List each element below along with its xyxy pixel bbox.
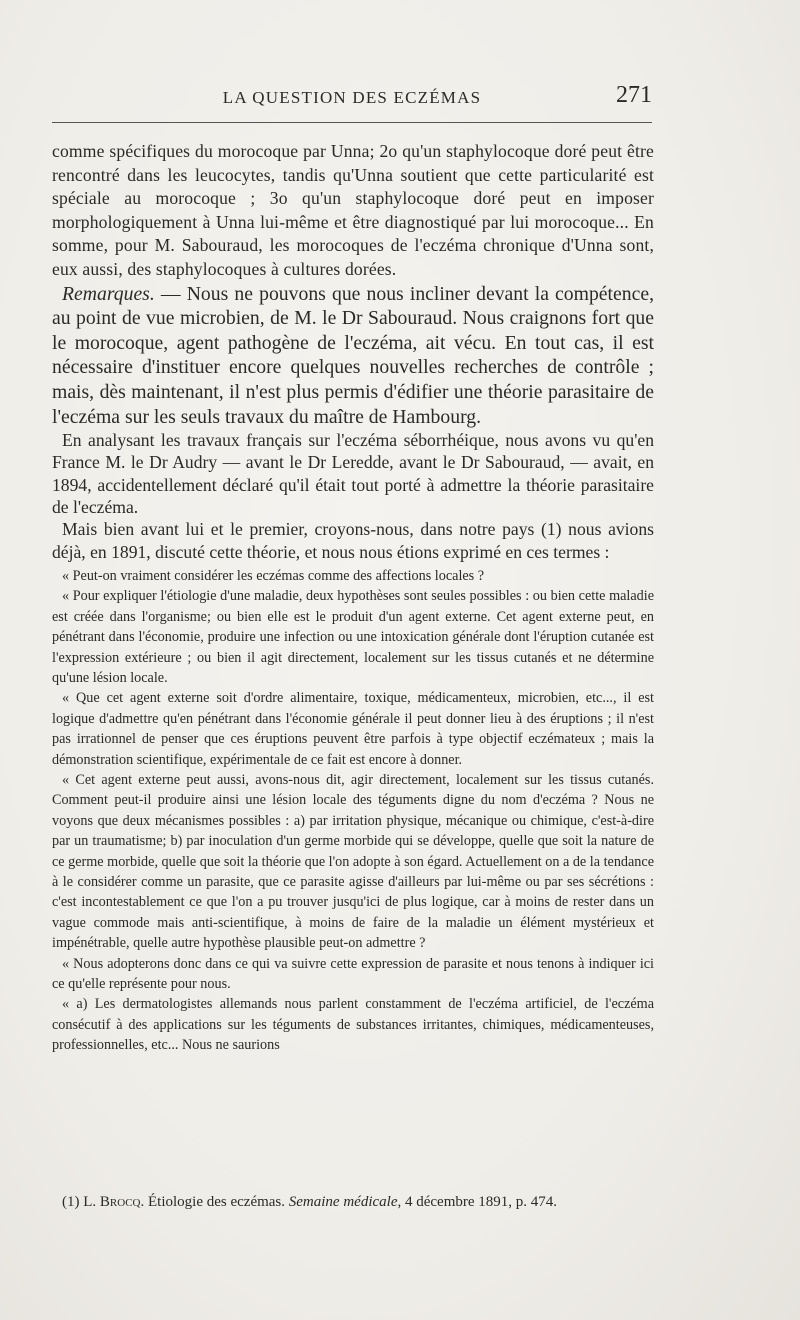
page-number: 271 (616, 82, 652, 108)
remarques-text: — Nous ne pouvons que nous incliner devant la compétence, au point de vue microbien, de M. le Dr Sabouraud. Nous craignons fort que le morocoque, agent pathogène de l'eczéma, ait vécu. En tout cas, il est nécessaire d'instituer encore quelques nouvelles recherches de contrôle ; mais, dès maintenant, il n'est plus permis d'édifier une théorie parasitaire de l'eczéma sur les seuls travaux du maître de Hambourg. (52, 282, 654, 428)
footnote-marker: (1) L. (62, 1194, 100, 1210)
footnote-title: . Étiologie des eczémas. (140, 1194, 289, 1210)
paragraph-1891-theory: Mais bien avant lui et le premier, croyons-nous, dans notre pays (1) nous avions déjà, en 1891, discuté cette théorie, et nous nous étions exprimé en ces termes : (52, 519, 654, 562)
paragraph-continued: comme spécifiques du morocoque par Unna; 2o qu'un staphylocoque doré peut être rencontré dans les leucocytes, tandis qu'Unna soutient que cette particularité est spéciale au morocoque ; 3o qu'un staphylocoque doré peut en imposer morphologiquement à Unna lui-même et être diagnostiqué par lui morocoque... En somme, pour M. Sabouraud, les morocoques de l'eczéma chronique d'Unna sont, eux aussi, des staphylocoques à cultures dorées. (52, 141, 654, 279)
quote-paragraph: « a) Les dermatologistes allemands nous parlent constamment de l'eczéma artificiel, de l'eczéma consécutif à des applications sur les téguments de substances irritantes, chimiques, médicamenteuses, professionnelles, etc... Nous ne saurions (52, 996, 654, 1054)
footnote (62, 1192, 662, 1212)
footnote-journal: Semaine médicale (288, 1194, 398, 1210)
header-rule (52, 122, 652, 123)
quote-paragraph: « Pour expliquer l'étiologie d'une maladie, deux hypothèses sont seules possibles : ou bien cette maladie est créée dans l'organisme; ou bien elle est le produit d'un agent externe. Cet agent externe peut, en pénétrant dans l'économie, produire une infection ou une intoxication générale dont l'éruption cutanée est l'expression extérieure ; ou bien il agit directement, localement sur les tissus cutanés et ne détermine qu'une lésion locale. (52, 588, 654, 686)
footnote-date: , 4 décembre 1891, p. 474. (397, 1194, 558, 1210)
running-title: LA QUESTION DES ECZÉMAS (222, 88, 482, 107)
paragraph-french-works: En analysant les travaux français sur l'eczéma séborrhéique, nous avons vu qu'en France M. le Dr Audry — avant le Dr Leredde, avant le Dr Sabouraud, — avait, en 1894, accidentellement déclaré qu'il était tout porté à admettre la théorie parasitaire de l'eczéma. (52, 430, 654, 518)
quote-paragraph: « Que cet agent externe soit d'ordre alimentaire, toxique, médicamenteux, microbien, etc..., il est logique d'admettre qu'en pénétrant dans l'économie générale il peut donner lieu à des éruptions ; il n'est pas irrationnel de penser que ces éruptions peuvent être parfois à type objectif eczémateux ; mais la démonstration scientifique, expérimentale de ce fait est encore à donner. (52, 690, 654, 768)
paragraph-remarques (52, 282, 654, 430)
quote-paragraph: « Cet agent externe peut aussi, avons-nous dit, agir directement, localement sur les tissus cutanés. Comment peut-il produire ainsi une lésion locale des téguments digne du nom d'eczéma ? Nous ne voyons que deux mécanismes possibles : a) par irritation physique, mécanique ou chimique, c'est-à-dire par un traumatisme; b) par inoculation d'un germe morbide qui se développe, quelle que soit la nature de ce germe morbide, quelle que soit la théorie que l'on adopte à son égard. Actuellement on a de la tendance à le considérer comme un parasite, que ce parasite agisse d'ailleurs par lui-même ou par ses sécrétions : c'est incontestablement ce que l'on a pu trouver jusqu'ici de plus logique, car à moins de rester dans un vague commode mais anti-scientifique, à moins de faire de la maladie un élément mystérieux et impénétrable, quelle autre hypothèse plausible peut-on admettre ? (52, 771, 654, 952)
running-header (52, 82, 652, 112)
quote-paragraph: « Nous adopterons donc dans ce qui va suivre cette expression de parasite et nous tenons à indiquer ici ce qu'elle représente pour nous. (52, 955, 654, 993)
body-text (52, 140, 654, 1056)
quote-paragraph: « Peut-on vraiment considérer les eczémas comme des affections locales ? (62, 567, 485, 584)
footnote-author: Brocq (99, 1194, 141, 1210)
remarques-lead: Remarques. (62, 282, 155, 305)
